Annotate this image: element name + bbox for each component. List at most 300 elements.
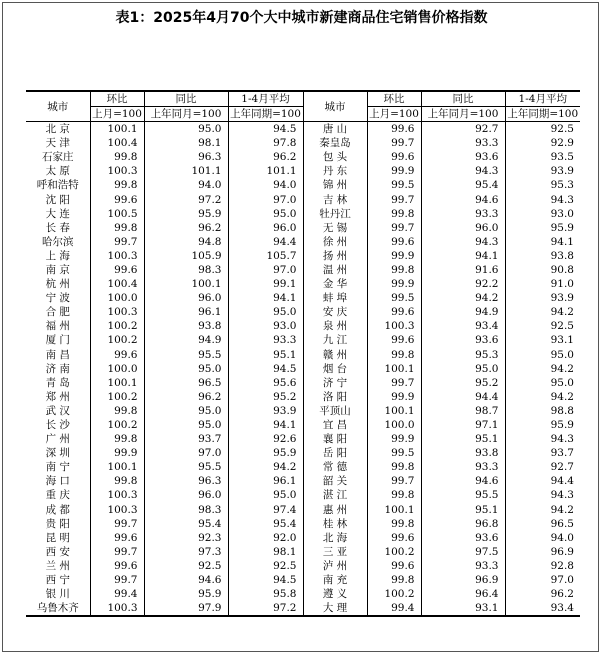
left-avg-cell: 94.2 — [228, 460, 303, 474]
left-city-cell: 厦 门 — [45, 334, 70, 347]
left-avg-cell: 97.4 — [228, 503, 303, 517]
right-yoy-cell: 96.8 — [421, 517, 505, 531]
right-avg-cell: 95.9 — [505, 221, 580, 235]
header-yoy: 同比 — [421, 91, 505, 107]
left-avg-cell: 95.4 — [228, 517, 303, 531]
left-city-cell: 重 庆 — [45, 489, 70, 502]
left-city-cell: 武 汉 — [45, 404, 70, 417]
right-mom-cell: 100.1 — [367, 362, 421, 376]
left-mom-cell: 100.3 — [90, 164, 144, 178]
table-row — [26, 488, 580, 502]
left-avg-cell: 95.9 — [228, 446, 303, 460]
right-mom-cell: 99.8 — [367, 460, 421, 474]
right-yoy-cell: 94.2 — [421, 291, 505, 305]
right-city-cell: 平顶山 — [303, 404, 367, 418]
left-city-cell: 郑 州 — [45, 390, 70, 403]
left-city-cell: 南 京 — [45, 263, 70, 276]
right-city-cell: 无 锡 — [303, 221, 367, 235]
left-yoy-cell: 95.5 — [144, 348, 228, 362]
left-avg-cell: 101.1 — [228, 164, 303, 178]
right-mom-cell: 99.6 — [367, 150, 421, 164]
right-mom-cell: 99.8 — [367, 263, 421, 277]
right-mom-cell: 99.9 — [367, 432, 421, 446]
right-city-cell: 韶 关 — [303, 474, 367, 488]
right-yoy-cell: 93.6 — [421, 531, 505, 545]
right-yoy-cell: 93.4 — [421, 319, 505, 333]
left-mom-cell: 99.9 — [90, 446, 144, 460]
right-yoy-cell: 94.9 — [421, 305, 505, 319]
left-city-cell: 南 昌 — [45, 348, 70, 361]
right-mom-cell: 99.9 — [367, 164, 421, 178]
left-mom-cell: 100.3 — [90, 305, 144, 319]
right-yoy-cell: 95.1 — [421, 503, 505, 517]
left-yoy-cell: 96.2 — [144, 390, 228, 404]
right-mom-cell: 100.2 — [367, 545, 421, 559]
right-city-cell: 温 州 — [303, 263, 367, 277]
table-row — [26, 545, 580, 559]
left-mom-cell: 99.8 — [90, 404, 144, 418]
table-row — [26, 319, 580, 333]
right-mom-cell: 99.9 — [367, 277, 421, 291]
left-mom-cell: 100.2 — [90, 390, 144, 404]
right-city-cell: 蚌 埠 — [303, 291, 367, 305]
right-mom-cell: 100.3 — [367, 319, 421, 333]
table-row — [26, 446, 580, 460]
right-city-cell: 徐 州 — [303, 235, 367, 249]
table-row — [26, 305, 580, 319]
left-yoy-cell: 96.0 — [144, 488, 228, 502]
table-row — [26, 503, 580, 517]
table-row — [26, 432, 580, 446]
header-city: 城市 — [303, 91, 367, 122]
right-mom-cell: 100.1 — [367, 404, 421, 418]
left-yoy-cell: 93.8 — [144, 319, 228, 333]
right-avg-cell: 92.9 — [505, 136, 580, 150]
right-city-cell: 泸 州 — [303, 559, 367, 573]
left-yoy-cell: 105.9 — [144, 249, 228, 263]
left-avg-cell: 95.8 — [228, 587, 303, 601]
right-mom-cell: 99.9 — [367, 249, 421, 263]
right-yoy-cell: 96.9 — [421, 573, 505, 587]
right-mom-cell: 99.7 — [367, 474, 421, 488]
right-mom-cell: 100.2 — [367, 587, 421, 601]
right-city-cell: 济 宁 — [303, 376, 367, 390]
header-mom-base: 上月=100 — [90, 107, 144, 122]
right-avg-cell: 94.3 — [505, 488, 580, 502]
right-avg-cell: 92.7 — [505, 460, 580, 474]
left-avg-cell: 93.0 — [228, 319, 303, 333]
left-city-cell: 沈 阳 — [45, 193, 70, 206]
right-yoy-cell: 94.3 — [421, 235, 505, 249]
left-city-cell: 大 连 — [45, 207, 70, 220]
left-city-cell: 合 肥 — [45, 306, 70, 319]
left-city-cell: 银 川 — [45, 588, 70, 601]
right-yoy-cell: 93.6 — [421, 333, 505, 347]
left-yoy-cell: 95.4 — [144, 517, 228, 531]
right-avg-cell: 92.5 — [505, 122, 580, 137]
table-row — [26, 404, 580, 418]
left-mom-cell: 100.2 — [90, 418, 144, 432]
left-mom-cell: 100.4 — [90, 136, 144, 150]
right-mom-cell: 99.6 — [367, 531, 421, 545]
left-avg-cell: 105.7 — [228, 249, 303, 263]
left-mom-cell: 100.3 — [90, 249, 144, 263]
right-city-cell: 唐 山 — [303, 122, 367, 137]
left-yoy-cell: 96.3 — [144, 150, 228, 164]
right-city-cell: 九 江 — [303, 333, 367, 347]
right-yoy-cell: 94.6 — [421, 474, 505, 488]
left-avg-cell: 97.8 — [228, 136, 303, 150]
right-city-cell: 秦皇岛 — [303, 136, 367, 150]
right-avg-cell: 93.4 — [505, 601, 580, 616]
left-avg-cell: 97.0 — [228, 192, 303, 206]
right-mom-cell: 99.8 — [367, 517, 421, 531]
left-city-cell: 贵 阳 — [45, 517, 70, 530]
left-avg-cell: 92.0 — [228, 531, 303, 545]
left-city-cell: 太 原 — [45, 165, 70, 178]
left-city-cell: 西 安 — [45, 545, 70, 558]
left-yoy-cell: 95.5 — [144, 460, 228, 474]
left-mom-cell: 99.4 — [90, 587, 144, 601]
left-yoy-cell: 96.2 — [144, 221, 228, 235]
right-avg-cell: 94.3 — [505, 432, 580, 446]
right-mom-cell: 99.6 — [367, 122, 421, 137]
right-avg-cell: 96.9 — [505, 545, 580, 559]
left-avg-cell: 94.5 — [228, 122, 303, 137]
right-yoy-cell: 95.0 — [421, 362, 505, 376]
left-city-cell: 长 沙 — [45, 419, 70, 432]
right-city-cell: 大 理 — [303, 601, 367, 616]
table-row — [26, 573, 580, 587]
left-mom-cell: 100.2 — [90, 319, 144, 333]
left-yoy-cell: 98.3 — [144, 263, 228, 277]
right-avg-cell: 93.0 — [505, 207, 580, 221]
left-mom-cell: 100.0 — [90, 362, 144, 376]
right-city-cell: 金 华 — [303, 277, 367, 291]
left-city-cell: 青 岛 — [45, 376, 70, 389]
left-yoy-cell: 94.9 — [144, 333, 228, 347]
left-mom-cell: 99.8 — [90, 221, 144, 235]
right-avg-cell: 92.5 — [505, 319, 580, 333]
right-yoy-cell: 95.2 — [421, 376, 505, 390]
right-yoy-cell: 97.5 — [421, 545, 505, 559]
header-avg-base: 上年同期=100 — [505, 107, 580, 122]
left-city-cell: 上 海 — [45, 249, 70, 262]
left-mom-cell: 100.3 — [90, 601, 144, 616]
left-yoy-cell: 96.1 — [144, 305, 228, 319]
table-row — [26, 150, 580, 164]
left-avg-cell: 97.2 — [228, 601, 303, 616]
left-yoy-cell: 95.0 — [144, 418, 228, 432]
left-mom-cell: 100.2 — [90, 333, 144, 347]
left-city-cell: 海 口 — [45, 475, 70, 488]
right-city-cell: 扬 州 — [303, 249, 367, 263]
right-city-cell: 三 亚 — [303, 545, 367, 559]
left-mom-cell: 99.6 — [90, 263, 144, 277]
left-yoy-cell: 94.6 — [144, 573, 228, 587]
table-row — [26, 136, 580, 150]
right-avg-cell: 94.3 — [505, 192, 580, 206]
right-avg-cell: 94.0 — [505, 531, 580, 545]
right-avg-cell: 96.2 — [505, 587, 580, 601]
left-mom-cell: 99.6 — [90, 192, 144, 206]
right-avg-cell: 94.2 — [505, 390, 580, 404]
right-yoy-cell: 93.6 — [421, 150, 505, 164]
left-city-cell: 济 南 — [45, 362, 70, 375]
right-yoy-cell: 93.3 — [421, 460, 505, 474]
right-city-cell: 襄 阳 — [303, 432, 367, 446]
table-row — [26, 517, 580, 531]
header-city: 城市 — [26, 91, 90, 122]
left-yoy-cell: 98.1 — [144, 136, 228, 150]
table-row — [26, 587, 580, 601]
left-city-cell: 兰 州 — [45, 559, 70, 572]
right-avg-cell: 93.9 — [505, 291, 580, 305]
left-yoy-cell: 95.0 — [144, 404, 228, 418]
left-avg-cell: 94.5 — [228, 362, 303, 376]
right-mom-cell: 99.6 — [367, 333, 421, 347]
left-mom-cell: 99.6 — [90, 348, 144, 362]
right-yoy-cell: 97.1 — [421, 418, 505, 432]
left-yoy-cell: 98.3 — [144, 503, 228, 517]
left-yoy-cell: 101.1 — [144, 164, 228, 178]
table-title: 表1：2025年4月70个大中城市新建商品住宅销售价格指数 — [115, 10, 488, 26]
header-mom: 环比 — [367, 91, 421, 107]
left-yoy-cell: 94.8 — [144, 235, 228, 249]
right-avg-cell: 94.2 — [505, 305, 580, 319]
right-avg-cell: 92.8 — [505, 559, 580, 573]
header-avg-base: 上年同期=100 — [228, 107, 303, 122]
right-mom-cell: 99.6 — [367, 235, 421, 249]
left-city-cell: 乌鲁木齐 — [26, 601, 90, 616]
left-city-cell: 西 宁 — [45, 574, 70, 587]
left-avg-cell: 94.5 — [228, 573, 303, 587]
right-yoy-cell: 94.4 — [421, 390, 505, 404]
table-row — [26, 333, 580, 347]
right-yoy-cell: 94.6 — [421, 192, 505, 206]
right-avg-cell: 93.7 — [505, 446, 580, 460]
right-yoy-cell: 92.7 — [421, 122, 505, 137]
left-avg-cell: 96.2 — [228, 150, 303, 164]
right-city-cell: 洛 阳 — [303, 390, 367, 404]
left-avg-cell: 94.0 — [228, 178, 303, 192]
table-row — [26, 601, 580, 616]
left-avg-cell: 95.2 — [228, 390, 303, 404]
left-avg-cell: 94.1 — [228, 418, 303, 432]
left-avg-cell: 96.0 — [228, 221, 303, 235]
right-avg-cell: 98.8 — [505, 404, 580, 418]
left-avg-cell: 95.6 — [228, 376, 303, 390]
right-city-cell: 吉 林 — [303, 192, 367, 206]
left-mom-cell: 99.8 — [90, 474, 144, 488]
right-yoy-cell: 94.1 — [421, 249, 505, 263]
left-mom-cell: 99.8 — [90, 432, 144, 446]
left-mom-cell: 99.6 — [90, 531, 144, 545]
header-mom: 环比 — [90, 91, 144, 107]
left-city-cell: 北 京 — [45, 123, 70, 136]
left-mom-cell: 99.7 — [90, 573, 144, 587]
left-yoy-cell: 100.1 — [144, 277, 228, 291]
table-row — [26, 122, 580, 137]
right-city-cell: 锦 州 — [303, 178, 367, 192]
left-yoy-cell: 92.5 — [144, 559, 228, 573]
left-yoy-cell: 96.5 — [144, 376, 228, 390]
table-row — [26, 418, 580, 432]
table-row — [26, 348, 580, 362]
left-avg-cell: 98.1 — [228, 545, 303, 559]
right-yoy-cell: 91.6 — [421, 263, 505, 277]
right-mom-cell: 99.6 — [367, 559, 421, 573]
right-avg-cell: 93.9 — [505, 164, 580, 178]
table-row — [26, 390, 580, 404]
left-yoy-cell: 95.0 — [144, 362, 228, 376]
table-row — [26, 263, 580, 277]
right-city-cell: 岳 阳 — [303, 446, 367, 460]
header-mom-base: 上月=100 — [367, 107, 421, 122]
right-avg-cell: 94.2 — [505, 503, 580, 517]
left-avg-cell: 93.3 — [228, 333, 303, 347]
left-mom-cell: 100.4 — [90, 277, 144, 291]
left-city-cell: 呼和浩特 — [36, 179, 79, 192]
table-row — [26, 192, 580, 206]
right-avg-cell: 95.9 — [505, 418, 580, 432]
left-city-cell: 杭 州 — [45, 278, 70, 291]
left-city-cell: 深 圳 — [45, 447, 70, 460]
right-mom-cell: 99.7 — [367, 136, 421, 150]
left-mom-cell: 100.1 — [90, 460, 144, 474]
table-row — [26, 249, 580, 263]
right-city-cell: 宜 昌 — [303, 418, 367, 432]
left-mom-cell: 99.8 — [90, 150, 144, 164]
right-city-cell: 丹 东 — [303, 164, 367, 178]
left-avg-cell: 97.0 — [228, 263, 303, 277]
table-row — [26, 164, 580, 178]
right-mom-cell: 99.8 — [367, 348, 421, 362]
right-yoy-cell: 96.4 — [421, 587, 505, 601]
left-yoy-cell: 97.9 — [144, 601, 228, 616]
left-avg-cell: 94.1 — [228, 291, 303, 305]
table-row — [26, 291, 580, 305]
left-city-cell: 昆 明 — [45, 531, 70, 544]
header-yoy-base: 上年同月=100 — [421, 107, 505, 122]
left-mom-cell: 100.1 — [90, 122, 144, 137]
header-yoy-base: 上年同月=100 — [144, 107, 228, 122]
left-city-cell: 哈尔滨 — [42, 235, 74, 248]
table-row — [26, 531, 580, 545]
right-avg-cell: 91.0 — [505, 277, 580, 291]
right-city-cell: 泉 州 — [303, 319, 367, 333]
right-mom-cell: 99.7 — [367, 376, 421, 390]
left-yoy-cell: 92.3 — [144, 531, 228, 545]
right-mom-cell: 99.8 — [367, 207, 421, 221]
right-yoy-cell: 93.3 — [421, 136, 505, 150]
right-city-cell: 常 德 — [303, 460, 367, 474]
right-mom-cell: 99.8 — [367, 573, 421, 587]
left-mom-cell: 100.0 — [90, 291, 144, 305]
right-mom-cell: 99.7 — [367, 192, 421, 206]
left-city-cell: 福 州 — [45, 320, 70, 333]
right-yoy-cell: 95.5 — [421, 488, 505, 502]
left-yoy-cell: 94.0 — [144, 178, 228, 192]
right-mom-cell: 99.5 — [367, 446, 421, 460]
right-mom-cell: 99.7 — [367, 221, 421, 235]
left-avg-cell: 94.4 — [228, 235, 303, 249]
right-city-cell: 惠 州 — [303, 503, 367, 517]
right-yoy-cell: 93.8 — [421, 446, 505, 460]
right-avg-cell: 95.3 — [505, 178, 580, 192]
right-mom-cell: 99.6 — [367, 305, 421, 319]
left-yoy-cell: 95.9 — [144, 587, 228, 601]
left-yoy-cell: 96.0 — [144, 291, 228, 305]
table-row — [26, 460, 580, 474]
left-mom-cell: 99.6 — [90, 559, 144, 573]
left-mom-cell: 100.3 — [90, 488, 144, 502]
price-index-table — [26, 90, 580, 617]
left-city-cell: 长 春 — [45, 221, 70, 234]
right-yoy-cell: 96.0 — [421, 221, 505, 235]
header-avg: 1-4月平均 — [228, 91, 303, 107]
right-city-cell: 南 充 — [303, 573, 367, 587]
right-yoy-cell: 93.3 — [421, 207, 505, 221]
right-yoy-cell: 93.1 — [421, 601, 505, 616]
left-yoy-cell: 97.3 — [144, 545, 228, 559]
left-avg-cell: 99.1 — [228, 277, 303, 291]
right-avg-cell: 93.8 — [505, 249, 580, 263]
left-city-cell: 天 津 — [45, 137, 70, 150]
right-avg-cell: 93.1 — [505, 333, 580, 347]
right-mom-cell: 99.4 — [367, 601, 421, 616]
left-yoy-cell: 95.0 — [144, 122, 228, 137]
left-avg-cell: 95.1 — [228, 348, 303, 362]
left-city-cell: 宁 波 — [45, 292, 70, 305]
left-avg-cell: 92.5 — [228, 559, 303, 573]
left-avg-cell: 93.9 — [228, 404, 303, 418]
right-yoy-cell: 92.2 — [421, 277, 505, 291]
left-mom-cell: 100.1 — [90, 376, 144, 390]
right-mom-cell: 100.0 — [367, 418, 421, 432]
right-city-cell: 桂 林 — [303, 517, 367, 531]
right-yoy-cell: 94.3 — [421, 164, 505, 178]
left-yoy-cell: 97.2 — [144, 192, 228, 206]
right-city-cell: 赣 州 — [303, 348, 367, 362]
left-city-cell: 南 宁 — [45, 461, 70, 474]
header-avg: 1-4月平均 — [505, 91, 580, 107]
left-yoy-cell: 93.7 — [144, 432, 228, 446]
right-city-cell: 湛 江 — [303, 488, 367, 502]
table-row — [26, 178, 580, 192]
left-avg-cell: 92.6 — [228, 432, 303, 446]
left-city-cell: 成 都 — [45, 503, 70, 516]
right-avg-cell: 94.1 — [505, 235, 580, 249]
right-mom-cell: 99.9 — [367, 390, 421, 404]
left-city-cell: 石家庄 — [42, 151, 74, 164]
right-avg-cell: 93.5 — [505, 150, 580, 164]
table-row — [26, 221, 580, 235]
right-yoy-cell: 93.3 — [421, 559, 505, 573]
left-mom-cell: 99.7 — [90, 235, 144, 249]
table-row — [26, 207, 580, 221]
right-yoy-cell: 95.4 — [421, 178, 505, 192]
table-row — [26, 474, 580, 488]
right-mom-cell: 99.5 — [367, 178, 421, 192]
left-city-cell: 广 州 — [45, 433, 70, 446]
left-yoy-cell: 95.9 — [144, 207, 228, 221]
right-yoy-cell: 95.1 — [421, 432, 505, 446]
right-avg-cell: 97.0 — [505, 573, 580, 587]
left-mom-cell: 99.7 — [90, 517, 144, 531]
right-yoy-cell: 95.3 — [421, 348, 505, 362]
left-yoy-cell: 97.0 — [144, 446, 228, 460]
